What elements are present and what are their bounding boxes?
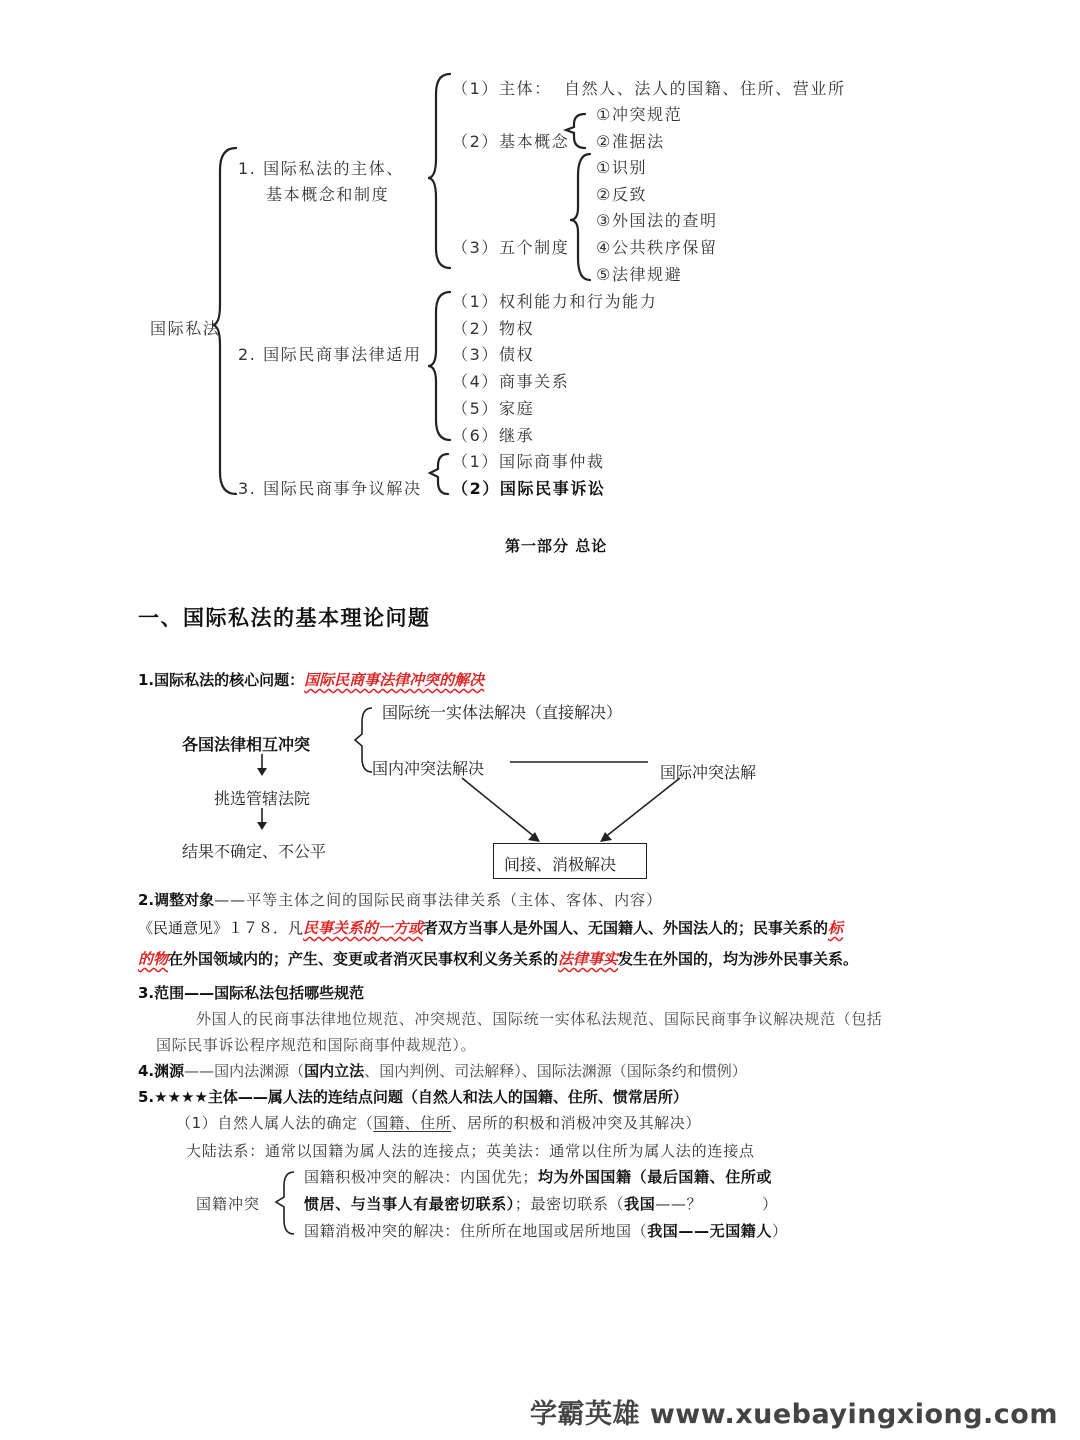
- item-4-text-1: ——国内法渊源（: [184, 1062, 305, 1080]
- outline-root: 国际私法: [150, 319, 221, 338]
- quote-red-2a: 标: [828, 919, 844, 937]
- outline-b2-item: （1）权利能力和行为能力: [452, 292, 658, 311]
- diagram-result: 结果不确定、不公平: [182, 842, 327, 861]
- item-4-number: 4.: [138, 1062, 155, 1080]
- item-3-label: 范围——国际私法包括哪些规范: [154, 984, 365, 1002]
- negative-c: ）: [772, 1222, 788, 1240]
- item-3-text-1: 外国人的民商事法律地位规范、冲突规范、国际统一实体私法规范、国际民商事争议解决规范（包括: [196, 1010, 883, 1028]
- outline-b3-item: （1）国际商事仲裁: [452, 452, 605, 471]
- outline-s3-item: ⑤法律规避: [596, 265, 683, 284]
- outline-b1-s1-value: 自然人、法人的国籍、住所、营业所: [564, 79, 846, 98]
- item-5-p1-underlined: 国籍、住所: [373, 1114, 452, 1132]
- negative-b: 我国——无国籍人: [647, 1222, 773, 1240]
- outline-s2-item: ②准据法: [596, 132, 665, 151]
- outline-b1-s2-label: （2）基本概念: [452, 132, 570, 151]
- outline-b2-item: （4）商事关系: [452, 372, 570, 391]
- item-5-p2: 大陆法系：通常以国籍为属人法的连接点；英美法：通常以住所为属人法的连接点: [186, 1142, 755, 1160]
- quote-b: 者双方当事人是外国人、无国籍人、外国法人的；民事关系的: [423, 919, 829, 937]
- positive-f: ——？: [655, 1195, 703, 1213]
- item-2-label: 调整对象: [154, 891, 215, 909]
- item-2-number: 2.: [138, 891, 155, 909]
- outline-b1-s1-label: （1）主体：: [452, 79, 552, 98]
- outline-s3-item: ③外国法的查明: [596, 211, 718, 230]
- item-4-text-2: 、国内判例、司法解释）、国际法渊源（国际条约和惯例）: [364, 1062, 747, 1080]
- diagram-direct: 国际统一实体法解决（直接解决）: [382, 703, 623, 722]
- quote-a: 《民通意见》１７８．凡: [138, 919, 304, 937]
- diagram-international: 国际冲突法解: [660, 763, 757, 782]
- item-1-number: 1.: [138, 671, 155, 689]
- item-3-text-2: 国际民事诉讼程序规范和国际商事仲裁规范）。: [156, 1036, 477, 1054]
- part-title: 第一部分 总论: [505, 537, 608, 555]
- quote-red-3: 法律事实: [558, 950, 619, 968]
- outline-s3-item: ②反致: [596, 185, 648, 204]
- outline-b1-s3-label: （3）五个制度: [452, 238, 570, 257]
- section-title: 一、国际私法的基本理论问题: [138, 606, 431, 630]
- quote-d: 发生在外国的，均为涉外民事关系。: [618, 950, 859, 968]
- item-5-p1-b: 、居所的积极和消极冲突及其解决）: [451, 1114, 701, 1132]
- diagram-forum: 挑选管辖法院: [214, 789, 311, 808]
- positive-d: ；最密切联系（: [514, 1195, 625, 1213]
- positive-conflict-line-1: [304, 1166, 772, 1187]
- nationality-conflict-label: 国籍冲突: [196, 1195, 261, 1213]
- positive-a: 国籍积极冲突的解决：内国优先；: [304, 1168, 539, 1186]
- negative-a: 国籍消极冲突的解决：住所所在地国或居所地国（: [304, 1222, 648, 1240]
- outline-s3-item: ①识别: [596, 158, 648, 177]
- outline-b3-label: 3. 国际民商事争议解决: [238, 479, 422, 498]
- outline-b2-item: （3）债权: [452, 345, 535, 364]
- positive-b: 均为外国国籍（最后国籍、住所或: [538, 1168, 773, 1186]
- positive-e: 我国: [624, 1195, 656, 1213]
- item-1-label: 国际私法的核心问题：: [154, 671, 305, 689]
- outline-b2-item: （5）家庭: [452, 399, 535, 418]
- item-1-highlight: 国际民商事法律冲突的解决: [304, 671, 485, 689]
- outline-b2-item: （6）继承: [452, 426, 535, 445]
- diagram-conflict: 各国法律相互冲突: [182, 735, 311, 754]
- outline-b2-label: 2. 国际民商事法律适用: [238, 345, 422, 364]
- positive-c: 惯居、与当事人有最密切联系）: [304, 1195, 515, 1213]
- outline-s3-item: ④公共秩序保留: [596, 238, 718, 257]
- outline-b1-label-2: 基本概念和制度: [266, 185, 390, 204]
- quote-red-2b: 的物: [138, 950, 169, 968]
- positive-conflict-line-2: [304, 1193, 778, 1214]
- outline-b3-item: （2）国际民事诉讼: [452, 479, 606, 498]
- item-5-number: 5.: [138, 1088, 155, 1106]
- outline-b2-item: （2）物权: [452, 319, 535, 338]
- diagram-indirect: 间接、消极解决: [504, 855, 617, 874]
- negative-conflict-line: [304, 1220, 788, 1241]
- item-5-p1-a: （1）自然人属人法的确定（: [176, 1114, 374, 1132]
- outline-b1-label: 1. 国际私法的主体、: [238, 159, 404, 178]
- positive-g: ）: [762, 1195, 778, 1213]
- item-4-bold: 国内立法: [304, 1062, 365, 1080]
- quote-red-1: 民事关系的一方或: [303, 919, 424, 937]
- outline-s2-item: ①冲突规范: [596, 105, 683, 124]
- item-2-text: ——平等主体之间的国际民商事法律关系（主体、客体、内容）: [214, 891, 663, 909]
- diagram-domestic: 国内冲突法解决: [372, 759, 485, 778]
- quote-c: 在外国领域内的；产生、变更或者消灭民事权利义务关系的: [168, 950, 559, 968]
- item-4-label: 渊源: [154, 1062, 185, 1080]
- watermark: 学霸英雄 www.xuebayingxiong.com: [529, 1399, 1058, 1430]
- item-5-label: ★★★★主体——属人法的连结点问题（自然人和法人的国籍、住所、惯常居所）: [154, 1088, 688, 1106]
- item-3-number: 3.: [138, 984, 155, 1002]
